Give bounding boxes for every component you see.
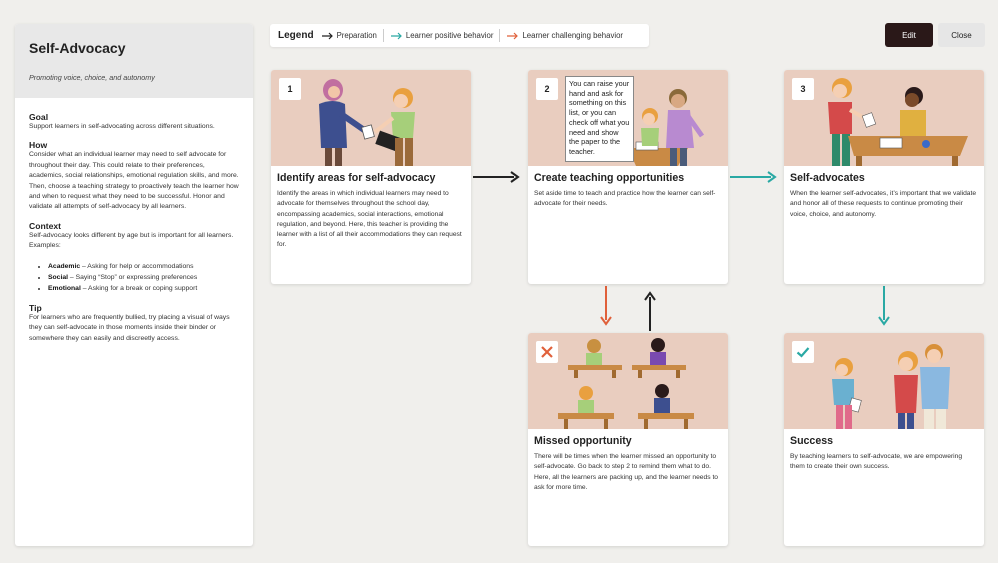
card-description: By teaching learners to self-advocate, we are empowering them to create their own success. — [790, 453, 963, 471]
card-title: Identify areas for self-advocacy — [277, 172, 436, 184]
context-text: Self-advocacy looks different by age but is important for all learners. Examples: — [29, 231, 234, 250]
card-description: Set aside time to teach and practice how the learner can self-advocate for their needs. — [534, 190, 716, 208]
close-button[interactable]: Close — [938, 23, 985, 47]
arrow-missed-to-step2 — [645, 293, 655, 331]
example-term: Academic — [48, 262, 81, 270]
card-illustration — [528, 70, 728, 166]
card-description: When the learner self-advocates, it’s important that we validate and honor all of these requests to continue promoting their voice, choice, and autonomy. — [790, 190, 977, 218]
card-title: Success — [790, 435, 833, 447]
card-description: Identify the areas in which individual learners may need to advocate for themselves throughout the school day, encompassing academics, social interactions, emotional regulation, and beyond. Here, this teacher is providing the learner with a list of all their accommodations they can request for. — [277, 190, 462, 249]
card-illustration — [784, 70, 984, 166]
card-content — [784, 166, 984, 220]
legend-title: Legend — [278, 30, 314, 41]
card-illustration — [528, 333, 728, 429]
card-title: Create teaching opportunities — [534, 172, 685, 184]
arrow-step1-to-step2 — [473, 172, 518, 182]
legend-label: Preparation — [336, 31, 377, 40]
arrow-step2-to-missed — [601, 286, 611, 324]
example-term: Emotional — [48, 285, 81, 293]
example-desc: – Saying “Stop” or expressing preferences — [68, 274, 198, 282]
context-heading: Context — [29, 220, 61, 231]
step-number-badge: 1 — [279, 78, 301, 100]
step-number-badge: 2 — [536, 78, 558, 100]
step-card-self-advocates[interactable] — [784, 70, 984, 284]
card-content — [784, 429, 984, 473]
how-heading: How — [29, 140, 48, 151]
goal-heading: Goal — [29, 112, 49, 122]
step-card-teaching[interactable] — [528, 70, 728, 284]
example-desc: – Asking for a break or coping support — [80, 285, 198, 293]
success-illustration — [784, 333, 984, 429]
card-description: There will be times when the learner missed an opportunity to self-advocate. Go back to step 2 to remind them what to do. Here, all the learners are packing up, and the learner needs to ask for more time. — [534, 453, 719, 491]
card-illustration — [784, 333, 984, 429]
sidebar-title: Self-Advocacy — [29, 40, 126, 56]
sidebar-subtitle: Promoting voice, choice, and autonomy — [29, 73, 155, 82]
example-term: Social — [48, 274, 69, 282]
status-badge — [792, 341, 814, 363]
status-badge — [536, 341, 558, 363]
close-x-icon — [540, 345, 554, 359]
tip-heading: Tip — [29, 302, 42, 313]
tip-text: For learners who are frequently bullied, try placing a visual of ways they can self-advocate in those moments inside their binder or somewhere they can easily and discreetly access. — [29, 313, 230, 342]
arrow-step2-to-step3 — [730, 172, 775, 182]
step-card-identify[interactable] — [271, 70, 471, 284]
card-content — [528, 429, 728, 493]
goal-text: Support learners in self-advocating across different situations. — [29, 123, 215, 130]
legend-label: Learner challenging behavior — [522, 31, 624, 40]
checkmark-icon — [796, 345, 810, 359]
packing-up-classroom-illustration — [528, 333, 728, 429]
step-number-badge: 3 — [792, 78, 814, 100]
outcome-card-success[interactable] — [784, 333, 984, 546]
legend-label: Learner positive behavior — [405, 31, 494, 40]
outcome-card-missed[interactable] — [528, 333, 728, 546]
card-content — [271, 166, 471, 251]
card-illustration — [271, 70, 471, 166]
arrow-step3-to-success — [879, 286, 889, 324]
card-title: Missed opportunity — [534, 435, 632, 447]
card-content — [528, 166, 728, 210]
teacher-student-illustration — [271, 70, 471, 166]
speech-bubble: You can raise your hand and ask for something on this list, or you can check off what you need and show the paper to the teacher. — [565, 76, 634, 162]
example-desc: – Asking for help or accommodations — [80, 262, 194, 270]
card-title: Self-advocates — [790, 172, 865, 184]
edit-button[interactable]: Edit — [885, 23, 933, 47]
how-text: Consider what an individual learner may need to self advocate for throughout their day. This could relate to their preferences, academics, social relationships, emotional regulation skills, and more. Then, choose a teaching strategy to proactively teach the learner how and when to request what they need to be successful. Honor and validate all attempts of self-advocacy by all learners. — [29, 151, 239, 211]
student-teacher-desk-illustration — [784, 70, 984, 166]
